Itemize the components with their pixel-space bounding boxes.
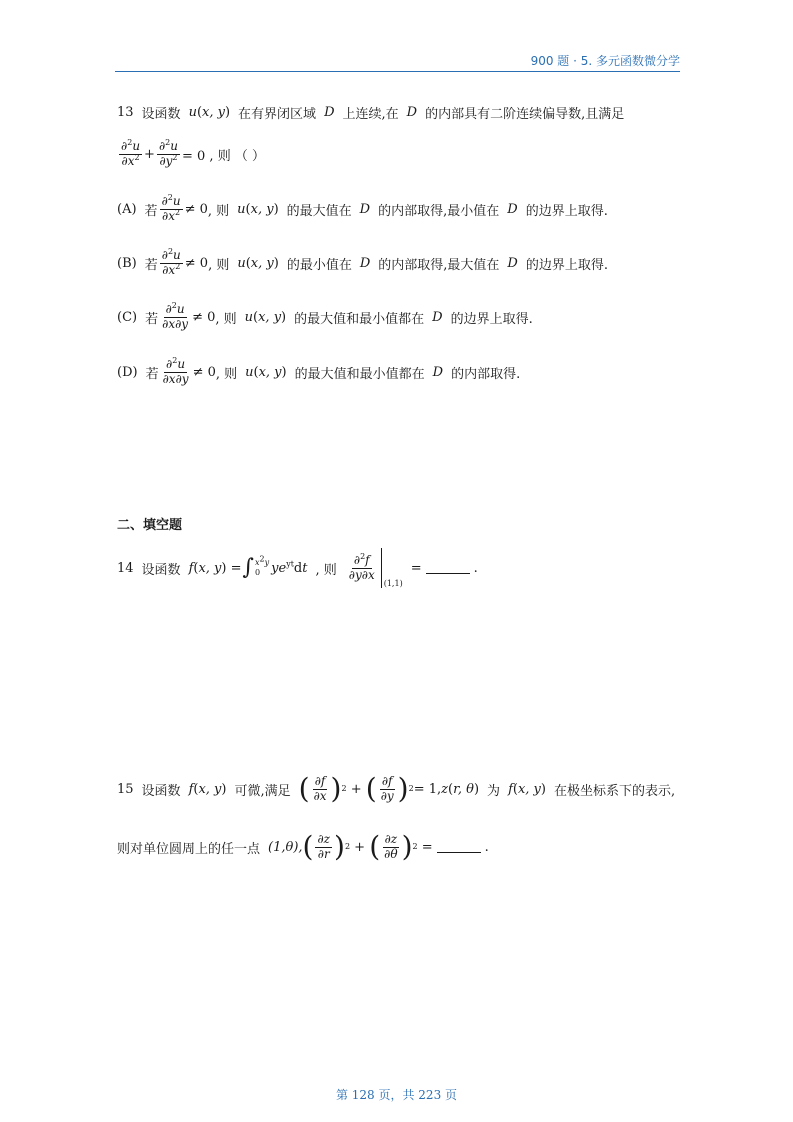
option-text: 的边界上取得.	[525, 203, 608, 219]
df-dx: $\frac{\partial f}{\partial x}$	[313, 774, 327, 803]
q13-cond-tail: = 0 , 则 （ ）	[182, 148, 265, 164]
q13-d2u-dx2: $\frac{\partial^2u}{\partial x^2}$	[121, 138, 141, 168]
q14-mixed-partial: $\frac{\partial^2f}{\partial y\partial x}$	[348, 551, 375, 582]
option-label: (B)	[117, 255, 137, 271]
option-text: 的内部取得.	[451, 366, 521, 382]
option-label: (A)	[117, 201, 137, 217]
running-header: 900 题 · 5. 多元函数微分学	[530, 54, 680, 68]
option-text: 的最大值和最小值都在	[294, 366, 425, 382]
option-derivative: $\frac{\partial^2u}{\partial x\partial y}$	[162, 356, 189, 386]
q13-number: 13	[117, 105, 134, 120]
q15-tail: 在极坐标系下的表示,	[553, 783, 676, 799]
q15-as: 为	[487, 783, 501, 799]
q14-then: , 则	[315, 562, 337, 578]
q15-end: .	[484, 839, 489, 855]
q15-line2: 则对单位圆周上的任一点	[117, 841, 261, 857]
q13-d2u-dy2: $\frac{\partial^2u}{\partial y^2}$	[158, 138, 178, 168]
q13-domain-2: D	[406, 105, 418, 120]
q13-stem-a: 设函数	[141, 107, 181, 122]
q13-option-b: (B) 若 $\frac{\partial^2u}{\partial x^2}$ ≠ 0 , 则 u(x, y) 的最小值在 D 的内部取得,最大值在 D 的边界上取得.	[117, 247, 608, 277]
df-dy: $\frac{\partial f}{\partial y}$	[380, 774, 394, 803]
option-if: 若	[145, 311, 159, 327]
q14-func: f(x, y) =	[188, 560, 242, 576]
q13-option-d: (D) 若 $\frac{\partial^2u}{\partial x\partial y}$ ≠ 0 , 则 u(x, y) 的最大值和最小值都在 D 的内部取得.	[117, 356, 521, 386]
option-label: (C)	[117, 309, 138, 325]
option-derivative: $\frac{\partial^2u}{\partial x^2}$	[161, 247, 181, 277]
integral-sign: ∫	[242, 555, 254, 580]
option-then: , 则	[215, 311, 237, 327]
option-if: 若	[144, 203, 158, 219]
integral-limits: $x^2y$ 0	[255, 554, 270, 577]
q15-point: (1,θ),	[268, 839, 303, 855]
option-text: 的最小值在	[286, 257, 352, 273]
option-text: 的内部取得,最小值在	[378, 203, 500, 219]
header-rule	[115, 71, 680, 72]
option-if: 若	[144, 257, 158, 273]
q15-func: f(x, y)	[188, 781, 227, 797]
section-title: 二、填空题	[117, 518, 183, 533]
q15-eq-tail: = 1,	[413, 781, 442, 797]
q14-stem-text: 设函数	[141, 562, 181, 578]
q13-stem	[117, 103, 624, 122]
q15-line-1: 15 设函数 f(x, y) 可微,满足 ( $\frac{\partial f}{\partial x}$ ) 2 + ( $\frac{\partial f}{\partial y}$ ) 2 = 1, z(r, θ) 为 f(x, y) 在极坐标系下的表示,	[117, 772, 676, 806]
option-then: , 则	[207, 203, 230, 219]
page-footer: 第 128 页，共 223 页	[335, 1088, 458, 1102]
q14-answer-blank	[426, 563, 470, 574]
q14-end: .	[473, 560, 478, 576]
q15-stem: 设函数	[141, 783, 181, 799]
q13-func: u(x, y)	[188, 105, 231, 120]
option-text: 的边界上取得.	[450, 311, 533, 327]
q13-stem-b: 在有界闭区域	[238, 107, 317, 122]
q13-condition: $\frac{\partial^2u}{\partial x^2}$ + $\frac{\partial^2u}{\partial y^2}$ = 0 , 则 （ ）	[121, 138, 265, 168]
option-then: , 则	[215, 366, 238, 382]
dz-dtheta: $\frac{\partial z}{\partial\theta}$	[384, 832, 398, 861]
q14-eval-point: (1,1)	[381, 548, 403, 588]
q13-option-a: (A) 若 $\frac{\partial^2u}{\partial x^2}$ ≠ 0 , 则 u(x, y) 的最大值在 D 的内部取得,最小值在 D 的边界上取得.	[117, 193, 608, 223]
dz-dr: $\frac{\partial z}{\partial r}$	[317, 832, 330, 861]
option-text: 的最大值在	[286, 203, 352, 219]
option-text: 的最大值和最小值都在	[294, 311, 425, 327]
option-derivative: $\frac{\partial^2u}{\partial x^2}$	[161, 193, 181, 223]
q13-stem-c: 上连续,在	[342, 107, 399, 122]
q15-line-2: 则对单位圆周上的任一点 (1,θ), ( $\frac{\partial z}{\partial r}$ ) 2 + ( $\frac{\partial z}{\partial\theta}$ ) 2 = .	[117, 830, 489, 864]
q14-stem: 14 设函数 f(x, y) = ∫ $x^2y$ 0 $ye^{yt}dt$ , 则 $\frac{\partial^2f}{\partial y\partial x}$ (1,1) = .	[117, 548, 478, 588]
q13-option-c: (C) 若 $\frac{\partial^2u}{\partial x\partial y}$ ≠ 0 , 则 u(x, y) 的最大值和最小值都在 D 的边界上取得.	[117, 301, 533, 331]
option-if: 若	[145, 366, 159, 382]
option-text: 的边界上取得.	[525, 257, 608, 273]
q13-stem-d: 的内部具有二阶连续偏导数,且满足	[425, 107, 625, 122]
q15-stem-b: 可微,满足	[234, 783, 291, 799]
q15-answer-blank	[437, 842, 481, 853]
q13-domain: D	[324, 105, 335, 120]
q14-number: 14	[117, 560, 134, 576]
option-text: 的内部取得,最大值在	[378, 257, 500, 273]
q14-integrand: $ye^{yt}dt$	[271, 559, 308, 576]
option-label: (D)	[117, 364, 138, 380]
q15-number: 15	[117, 781, 134, 797]
option-derivative: $\frac{\partial^2u}{\partial x\partial y}$	[162, 301, 189, 331]
option-then: , 则	[208, 257, 230, 273]
